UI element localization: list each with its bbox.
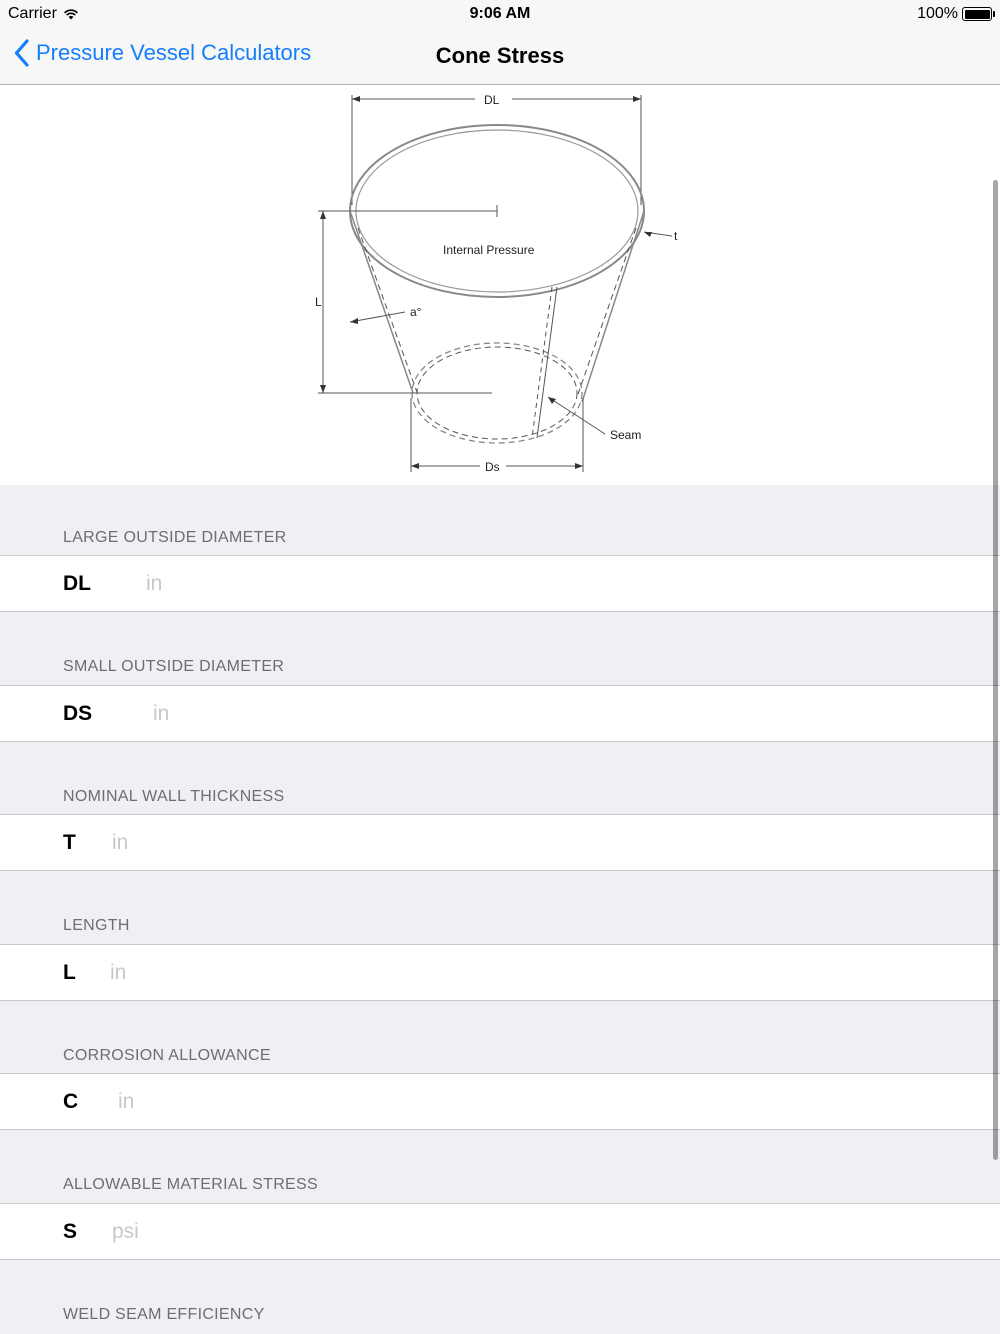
ds-input[interactable]: [153, 700, 853, 728]
diagram-label-dl: DL: [484, 93, 500, 107]
field-row-l: [0, 944, 1000, 1001]
diagram-label-ds: Ds: [485, 460, 500, 474]
battery-icon: [962, 7, 992, 21]
scroll-indicator[interactable]: [993, 180, 998, 1160]
section-header: LENGTH: [63, 917, 130, 934]
field-row-s: [0, 1203, 1000, 1260]
back-button-label: Pressure Vessel Calculators: [36, 40, 312, 65]
field-key: C: [63, 1090, 79, 1113]
field-key: S: [63, 1220, 78, 1243]
section-header: WELD SEAM EFFICIENCY: [63, 1306, 265, 1323]
diagram-label-t: t: [674, 229, 678, 243]
field-row-ds: [0, 685, 1000, 742]
field-row-dl: [0, 555, 1000, 612]
diagram-label-l: L: [315, 295, 322, 309]
field-key: DL: [63, 572, 91, 595]
section-header: CORROSION ALLOWANCE: [63, 1047, 271, 1064]
field-key: L: [63, 961, 76, 984]
content-scroll-view[interactable]: [0, 85, 1000, 1334]
clock: 9:06 AM: [469, 5, 531, 22]
section-header: NOMINAL WALL THICKNESS: [63, 788, 285, 805]
page-title: Cone Stress: [435, 43, 565, 68]
section-header: ALLOWABLE MATERIAL STRESS: [63, 1176, 318, 1193]
status-bar: [0, 0, 1000, 28]
diagram-container: [0, 85, 1000, 485]
l-input[interactable]: [110, 959, 810, 987]
battery-indicator: [917, 5, 992, 23]
field-key: DS: [63, 702, 93, 725]
diagram-label-a: a°: [410, 305, 422, 319]
section-header: SMALL OUTSIDE DIAMETER: [63, 658, 285, 675]
c-input[interactable]: [118, 1088, 818, 1116]
diagram-label-seam: Seam: [610, 428, 642, 442]
diagram-label-internal-pressure: Internal Pressure: [443, 243, 535, 257]
field-row-c: [0, 1073, 1000, 1130]
t-input[interactable]: [112, 829, 812, 857]
carrier-label: Carrier: [8, 5, 57, 22]
field-key: T: [63, 831, 76, 854]
section-header: LARGE OUTSIDE DIAMETER: [63, 529, 287, 546]
navigation-bar: [0, 28, 1000, 84]
s-input[interactable]: [112, 1218, 812, 1246]
dl-input[interactable]: [146, 570, 846, 598]
top-bar: [0, 0, 1000, 85]
field-row-t: [0, 814, 1000, 871]
battery-percent: 100%: [917, 5, 958, 22]
cone-diagram: [300, 89, 700, 479]
